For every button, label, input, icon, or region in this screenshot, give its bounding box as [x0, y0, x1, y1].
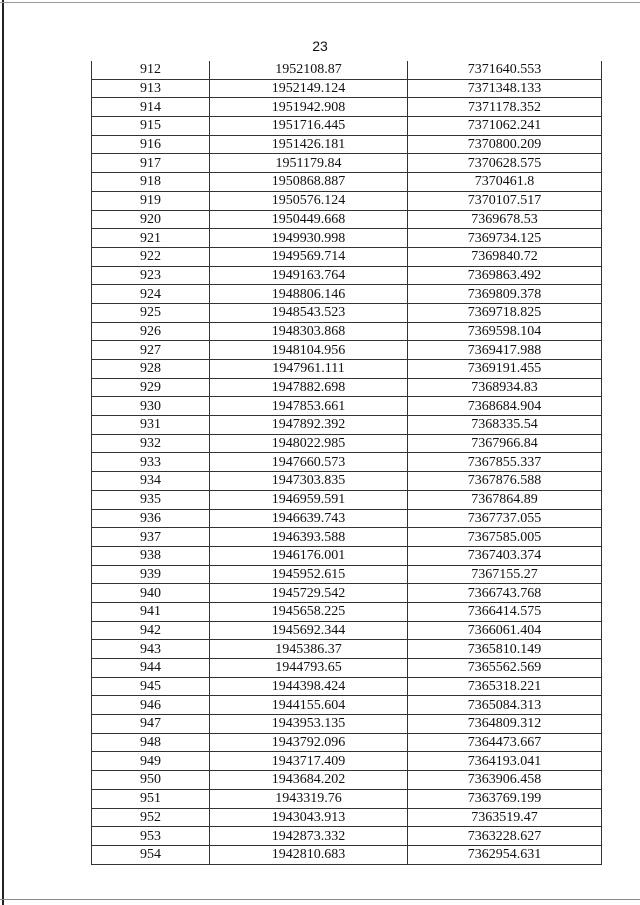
point-number-cell: 946 — [92, 696, 210, 715]
y-coordinate-cell: 7369191.455 — [408, 360, 602, 379]
point-number-cell: 932 — [92, 434, 210, 453]
y-coordinate-cell: 7370107.517 — [408, 191, 602, 210]
x-coordinate-cell: 1948303.868 — [210, 322, 408, 341]
page-left-edge — [2, 0, 4, 905]
table-row — [92, 173, 602, 192]
x-coordinate-cell: 1946639.743 — [210, 509, 408, 528]
y-coordinate-cell: 7369417.988 — [408, 341, 602, 360]
y-coordinate-cell: 7368335.54 — [408, 416, 602, 435]
y-coordinate-cell: 7371640.553 — [408, 61, 602, 79]
y-coordinate-cell: 7369734.125 — [408, 229, 602, 248]
point-number-cell: 915 — [92, 117, 210, 136]
x-coordinate-cell: 1951179.84 — [210, 154, 408, 173]
table-row — [92, 322, 602, 341]
x-coordinate-cell: 1948104.956 — [210, 341, 408, 360]
page-bottom-edge — [0, 899, 640, 900]
y-coordinate-cell: 7369678.53 — [408, 210, 602, 229]
x-coordinate-cell: 1949163.764 — [210, 266, 408, 285]
y-coordinate-cell: 7371062.241 — [408, 117, 602, 136]
point-number-cell: 936 — [92, 509, 210, 528]
table-row — [92, 640, 602, 659]
y-coordinate-cell: 7367864.89 — [408, 490, 602, 509]
y-coordinate-cell: 7363769.199 — [408, 789, 602, 808]
x-coordinate-cell: 1951716.445 — [210, 117, 408, 136]
point-number-cell: 935 — [92, 490, 210, 509]
point-number-cell: 922 — [92, 247, 210, 266]
x-coordinate-cell: 1950868.887 — [210, 173, 408, 192]
y-coordinate-cell: 7369863.492 — [408, 266, 602, 285]
x-coordinate-cell: 1947961.111 — [210, 360, 408, 379]
y-coordinate-cell: 7367403.374 — [408, 546, 602, 565]
point-number-cell: 912 — [92, 61, 210, 79]
table-row — [92, 546, 602, 565]
y-coordinate-cell: 7367855.337 — [408, 453, 602, 472]
x-coordinate-cell: 1945658.225 — [210, 602, 408, 621]
point-number-cell: 918 — [92, 173, 210, 192]
y-coordinate-cell: 7365810.149 — [408, 640, 602, 659]
y-coordinate-cell: 7369809.378 — [408, 285, 602, 304]
point-number-cell: 942 — [92, 621, 210, 640]
table-row — [92, 565, 602, 584]
point-number-cell: 923 — [92, 266, 210, 285]
point-number-cell: 925 — [92, 303, 210, 322]
point-number-cell: 920 — [92, 210, 210, 229]
y-coordinate-cell: 7363519.47 — [408, 808, 602, 827]
y-coordinate-cell: 7366414.575 — [408, 602, 602, 621]
table-row — [92, 771, 602, 790]
point-number-cell: 934 — [92, 472, 210, 491]
table-row — [92, 416, 602, 435]
point-number-cell: 921 — [92, 229, 210, 248]
y-coordinate-cell: 7371178.352 — [408, 98, 602, 117]
table-row — [92, 845, 602, 864]
y-coordinate-cell: 7364473.667 — [408, 733, 602, 752]
point-number-cell: 941 — [92, 602, 210, 621]
x-coordinate-cell: 1944398.424 — [210, 677, 408, 696]
y-coordinate-cell: 7371348.133 — [408, 79, 602, 98]
x-coordinate-cell: 1943792.096 — [210, 733, 408, 752]
x-coordinate-cell: 1947853.661 — [210, 397, 408, 416]
x-coordinate-cell: 1943717.409 — [210, 752, 408, 771]
x-coordinate-cell: 1945386.37 — [210, 640, 408, 659]
coordinates-table — [91, 61, 602, 865]
x-coordinate-cell: 1943319.76 — [210, 789, 408, 808]
point-number-cell: 954 — [92, 845, 210, 864]
point-number-cell: 916 — [92, 135, 210, 154]
y-coordinate-cell: 7369598.104 — [408, 322, 602, 341]
point-number-cell: 927 — [92, 341, 210, 360]
x-coordinate-cell: 1945952.615 — [210, 565, 408, 584]
x-coordinate-cell: 1949930.998 — [210, 229, 408, 248]
point-number-cell: 926 — [92, 322, 210, 341]
table-row — [92, 434, 602, 453]
x-coordinate-cell: 1943684.202 — [210, 771, 408, 790]
x-coordinate-cell: 1946176.001 — [210, 546, 408, 565]
y-coordinate-cell: 7367155.27 — [408, 565, 602, 584]
table-row — [92, 303, 602, 322]
point-number-cell: 929 — [92, 378, 210, 397]
x-coordinate-cell: 1945692.344 — [210, 621, 408, 640]
y-coordinate-cell: 7365084.313 — [408, 696, 602, 715]
point-number-cell: 917 — [92, 154, 210, 173]
y-coordinate-cell: 7367737.055 — [408, 509, 602, 528]
y-coordinate-cell: 7368684.904 — [408, 397, 602, 416]
point-number-cell: 914 — [92, 98, 210, 117]
table-row — [92, 266, 602, 285]
x-coordinate-cell: 1946959.591 — [210, 490, 408, 509]
table-row — [92, 528, 602, 547]
table-row — [92, 79, 602, 98]
x-coordinate-cell: 1943043.913 — [210, 808, 408, 827]
x-coordinate-cell: 1946393.588 — [210, 528, 408, 547]
coordinates-table-body — [92, 61, 602, 864]
table-row — [92, 621, 602, 640]
x-coordinate-cell: 1947882.698 — [210, 378, 408, 397]
table-row — [92, 827, 602, 846]
table-row — [92, 378, 602, 397]
point-number-cell: 948 — [92, 733, 210, 752]
point-number-cell: 939 — [92, 565, 210, 584]
y-coordinate-cell: 7364193.041 — [408, 752, 602, 771]
x-coordinate-cell: 1948806.146 — [210, 285, 408, 304]
y-coordinate-cell: 7363906.458 — [408, 771, 602, 790]
point-number-cell: 943 — [92, 640, 210, 659]
y-coordinate-cell: 7370628.575 — [408, 154, 602, 173]
x-coordinate-cell: 1951426.181 — [210, 135, 408, 154]
table-row — [92, 154, 602, 173]
table-row — [92, 453, 602, 472]
x-coordinate-cell: 1942873.332 — [210, 827, 408, 846]
table-row — [92, 135, 602, 154]
y-coordinate-cell: 7370461.8 — [408, 173, 602, 192]
point-number-cell: 944 — [92, 659, 210, 678]
table-row — [92, 341, 602, 360]
point-number-cell: 950 — [92, 771, 210, 790]
table-row — [92, 229, 602, 248]
table-row — [92, 191, 602, 210]
point-number-cell: 952 — [92, 808, 210, 827]
point-number-cell: 949 — [92, 752, 210, 771]
x-coordinate-cell: 1949569.714 — [210, 247, 408, 266]
point-number-cell: 919 — [92, 191, 210, 210]
point-number-cell: 945 — [92, 677, 210, 696]
x-coordinate-cell: 1945729.542 — [210, 584, 408, 603]
x-coordinate-cell: 1952108.87 — [210, 61, 408, 79]
point-number-cell: 930 — [92, 397, 210, 416]
table-row — [92, 397, 602, 416]
table-row — [92, 659, 602, 678]
y-coordinate-cell: 7365562.569 — [408, 659, 602, 678]
table-row — [92, 509, 602, 528]
x-coordinate-cell: 1944155.604 — [210, 696, 408, 715]
y-coordinate-cell: 7369718.825 — [408, 303, 602, 322]
y-coordinate-cell: 7369840.72 — [408, 247, 602, 266]
y-coordinate-cell: 7365318.221 — [408, 677, 602, 696]
table-row — [92, 602, 602, 621]
y-coordinate-cell: 7368934.83 — [408, 378, 602, 397]
x-coordinate-cell: 1952149.124 — [210, 79, 408, 98]
page-number: 23 — [312, 38, 328, 54]
table-row — [92, 61, 602, 79]
x-coordinate-cell: 1948543.523 — [210, 303, 408, 322]
point-number-cell: 931 — [92, 416, 210, 435]
y-coordinate-cell: 7367966.84 — [408, 434, 602, 453]
table-row — [92, 247, 602, 266]
x-coordinate-cell: 1947660.573 — [210, 453, 408, 472]
point-number-cell: 938 — [92, 546, 210, 565]
table-row — [92, 472, 602, 491]
y-coordinate-cell: 7367876.588 — [408, 472, 602, 491]
point-number-cell: 953 — [92, 827, 210, 846]
point-number-cell: 933 — [92, 453, 210, 472]
x-coordinate-cell: 1947303.835 — [210, 472, 408, 491]
table-row — [92, 584, 602, 603]
x-coordinate-cell: 1942810.683 — [210, 845, 408, 864]
point-number-cell: 940 — [92, 584, 210, 603]
x-coordinate-cell: 1948022.985 — [210, 434, 408, 453]
x-coordinate-cell: 1943953.135 — [210, 715, 408, 734]
point-number-cell: 937 — [92, 528, 210, 547]
table-row — [92, 117, 602, 136]
y-coordinate-cell: 7366743.768 — [408, 584, 602, 603]
y-coordinate-cell: 7367585.005 — [408, 528, 602, 547]
point-number-cell: 924 — [92, 285, 210, 304]
y-coordinate-cell: 7366061.404 — [408, 621, 602, 640]
table-row — [92, 696, 602, 715]
y-coordinate-cell: 7370800.209 — [408, 135, 602, 154]
point-number-cell: 951 — [92, 789, 210, 808]
table-row — [92, 715, 602, 734]
x-coordinate-cell: 1947892.392 — [210, 416, 408, 435]
page-top-edge — [0, 2, 640, 3]
table-row — [92, 98, 602, 117]
table-row — [92, 733, 602, 752]
table-row — [92, 808, 602, 827]
table-row — [92, 210, 602, 229]
x-coordinate-cell: 1951942.908 — [210, 98, 408, 117]
x-coordinate-cell: 1950449.668 — [210, 210, 408, 229]
x-coordinate-cell: 1950576.124 — [210, 191, 408, 210]
point-number-cell: 913 — [92, 79, 210, 98]
table-row — [92, 490, 602, 509]
x-coordinate-cell: 1944793.65 — [210, 659, 408, 678]
point-number-cell: 928 — [92, 360, 210, 379]
table-row — [92, 360, 602, 379]
table-row — [92, 285, 602, 304]
table-row — [92, 789, 602, 808]
y-coordinate-cell: 7362954.631 — [408, 845, 602, 864]
table-row — [92, 752, 602, 771]
table-row — [92, 677, 602, 696]
point-number-cell: 947 — [92, 715, 210, 734]
y-coordinate-cell: 7363228.627 — [408, 827, 602, 846]
y-coordinate-cell: 7364809.312 — [408, 715, 602, 734]
